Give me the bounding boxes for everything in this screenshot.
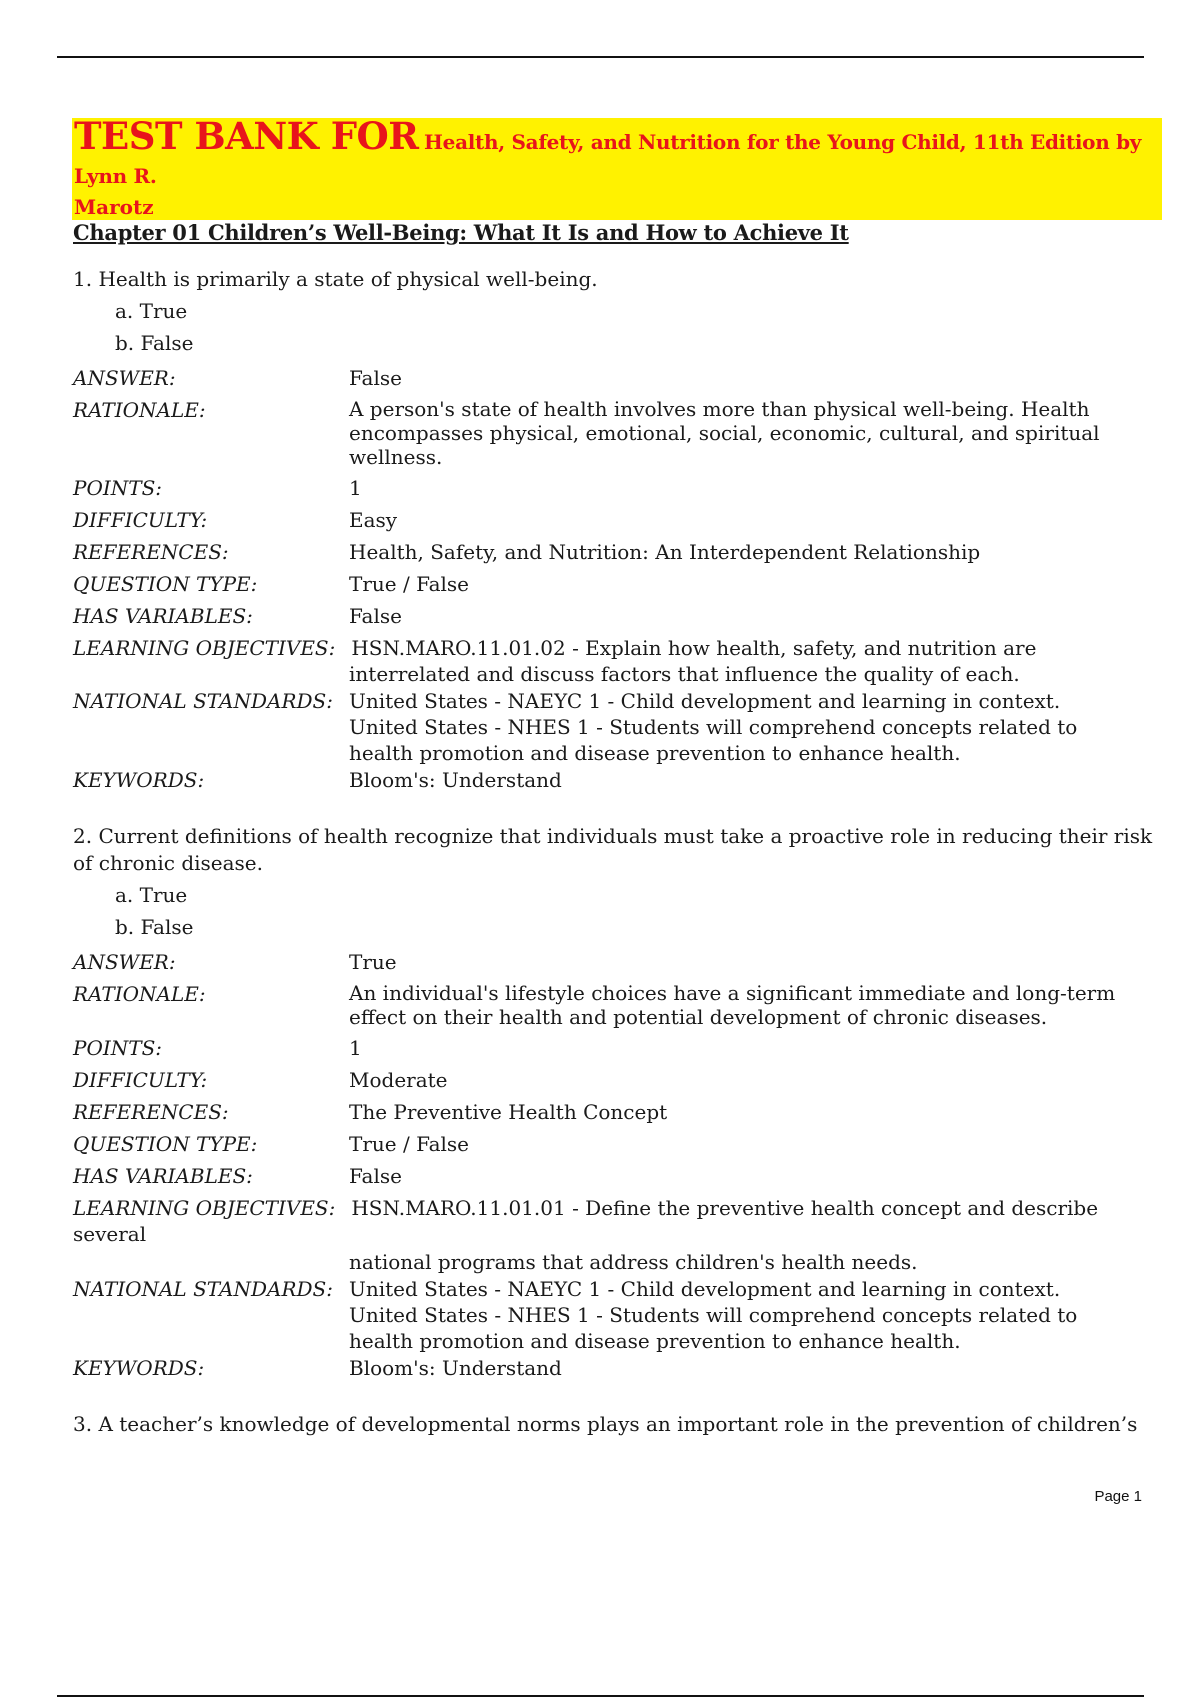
standards-value-line3: health promotion and disease prevention to enhance health. — [349, 1329, 961, 1353]
keywords-value: Bloom's: Understand — [349, 768, 562, 792]
top-rule — [57, 56, 1144, 58]
standards-label: NATIONAL STANDARDS: — [73, 1277, 333, 1301]
rationale-row — [73, 981, 1153, 1029]
references-row — [73, 539, 1153, 565]
rationale-label: RATIONALE: — [73, 398, 206, 422]
references-label: REFERENCES: — [73, 540, 229, 564]
objectives-value-line1: HSN.MARO.11.01.02 - Explain how health, safety, and nutrition are — [351, 636, 1037, 660]
has-variables-value: False — [349, 1164, 402, 1188]
has-variables-row — [73, 1163, 1153, 1189]
rationale-value: A person's state of health involves more than physical well-being. Health encompasses physical, emotional, social, economic, cultural, and spiritual wellness. — [349, 397, 1100, 469]
points-row — [73, 1035, 1153, 1061]
difficulty-label: DIFFICULTY: — [73, 1068, 208, 1092]
standards-value-line2: United States - NHES 1 - Students will comprehend concepts related to — [349, 1303, 1078, 1327]
objectives-label: LEARNING OBJECTIVES: — [73, 636, 336, 660]
question-type-row — [73, 1131, 1153, 1157]
page-number: Page 1 — [1094, 1488, 1142, 1505]
answer-label: ANSWER: — [73, 366, 176, 390]
points-value: 1 — [349, 1036, 362, 1060]
rationale-row — [73, 397, 1153, 469]
references-value: Health, Safety, and Nutrition: An Interdependent Relationship — [349, 540, 981, 564]
standards-value-line1: United States - NAEYC 1 - Child development and learning in context. — [348, 689, 1061, 713]
option-b: b. False — [115, 915, 194, 939]
question-2 — [73, 823, 1153, 1381]
has-variables-label: HAS VARIABLES: — [73, 604, 253, 628]
option-a: a. True — [115, 883, 188, 907]
bottom-rule — [57, 1695, 1144, 1697]
standards-value-line2: United States - NHES 1 - Students will comprehend concepts related to — [349, 715, 1078, 739]
document-title — [72, 114, 1162, 220]
difficulty-row — [73, 507, 1153, 533]
keywords-label: KEYWORDS: — [73, 768, 205, 792]
standards-label: NATIONAL STANDARDS: — [73, 689, 333, 713]
points-label: POINTS: — [73, 476, 163, 500]
difficulty-row — [73, 1067, 1153, 1093]
question-type-label: QUESTION TYPE: — [73, 1132, 258, 1156]
question-list — [73, 266, 1153, 1440]
question-type-value: True / False — [349, 572, 470, 596]
option-b: b. False — [115, 331, 194, 355]
standards-row — [73, 1276, 1153, 1302]
chapter-title: Chapter 01 Children’s Well-Being: What It Is and How to Achieve It — [73, 220, 849, 245]
difficulty-label: DIFFICULTY: — [73, 508, 208, 532]
answer-value: False — [349, 366, 402, 390]
difficulty-value: Moderate — [349, 1068, 448, 1092]
objectives-label: LEARNING OBJECTIVES: — [73, 1196, 336, 1220]
references-row — [73, 1099, 1153, 1125]
has-variables-label: HAS VARIABLES: — [73, 1164, 253, 1188]
title-book: Health, Safety, and Nutrition for the Young Child, 11th Edition by Lynn R. — [74, 130, 1142, 188]
objectives-value-wrap: several — [73, 1222, 147, 1246]
has-variables-row — [73, 603, 1153, 629]
standards-value-line3: health promotion and disease prevention to enhance health. — [349, 741, 961, 765]
objectives-row — [73, 635, 1153, 661]
question-type-label: QUESTION TYPE: — [73, 572, 258, 596]
keywords-value: Bloom's: Understand — [349, 1356, 562, 1380]
question-1 — [73, 266, 1153, 793]
question-stem: 1. Health is primarily a state of physical well-being. — [73, 267, 598, 291]
references-value: The Preventive Health Concept — [349, 1100, 668, 1124]
points-label: POINTS: — [73, 1036, 163, 1060]
title-prefix: TEST BANK FOR — [74, 114, 419, 158]
question-stem: 3. A teacher’s knowledge of developmental norms plays an important role in the prevention of children’s — [73, 1412, 1138, 1436]
references-label: REFERENCES: — [73, 1100, 229, 1124]
title-author: Marotz — [74, 195, 154, 219]
standards-value-line1: United States - NAEYC 1 - Child development and learning in context. — [348, 1277, 1061, 1301]
keywords-label: KEYWORDS: — [73, 1356, 205, 1380]
points-value: 1 — [349, 476, 362, 500]
question-type-row — [73, 571, 1153, 597]
answer-row — [73, 365, 1153, 391]
points-row — [73, 475, 1153, 501]
has-variables-value: False — [349, 604, 402, 628]
answer-label: ANSWER: — [73, 950, 176, 974]
objectives-value-line2: national programs that address children's health needs. — [349, 1250, 918, 1274]
objectives-value-line2: interrelated and discuss factors that influence the quality of each. — [349, 662, 1020, 686]
rationale-label: RATIONALE: — [73, 982, 206, 1006]
standards-row — [73, 688, 1153, 714]
question-type-value: True / False — [349, 1132, 470, 1156]
keywords-row — [73, 767, 1153, 793]
question-stem: 2. Current definitions of health recognize that individuals must take a proactive role in reducing their risk of chronic disease. — [73, 824, 1153, 875]
rationale-value: An individual's lifestyle choices have a significant immediate and long-term effect on their health and potential development of chronic diseases. — [349, 981, 1116, 1029]
difficulty-value: Easy — [349, 508, 398, 532]
answer-value: True — [349, 950, 397, 974]
objectives-value-line1: HSN.MARO.11.01.01 - Define the preventive health concept and describe — [351, 1196, 1099, 1220]
question-3 — [73, 1411, 1153, 1438]
answer-row — [73, 949, 1153, 975]
option-a: a. True — [115, 299, 188, 323]
keywords-row — [73, 1355, 1153, 1381]
objectives-row — [73, 1195, 1153, 1221]
